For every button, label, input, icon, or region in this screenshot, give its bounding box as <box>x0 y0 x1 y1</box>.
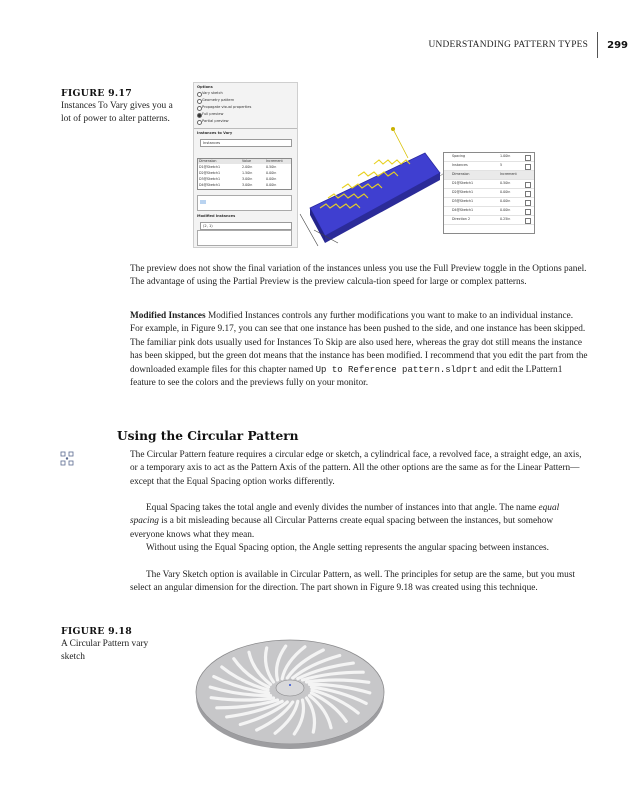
spin-box[interactable] <box>525 218 531 224</box>
cell: 0.00in <box>500 190 511 194</box>
options-section-title: Options <box>197 85 213 89</box>
cell: 0.00in <box>266 183 277 187</box>
cell: D4@Sketch1 <box>199 183 221 187</box>
running-header <box>428 36 628 54</box>
cell: D2@Sketch1 <box>199 171 221 175</box>
vary-instance-table[interactable] <box>443 152 535 234</box>
spin-box[interactable] <box>525 164 531 170</box>
table-row[interactable] <box>444 153 534 162</box>
instances-field-value: Instances <box>203 141 221 145</box>
table-row[interactable] <box>444 171 534 180</box>
modified-text-1: Modified Instances controls any further modifications you want to make to an individual instance. For example, in Figure 9.17, you can see that one instance has been pushed to the side, and one instance has been skipped. The familiar pink dots usually used for Instances To Skip are also used here, whereas the gray dot still means the instance has been skipped, but the green dot means that the instance has been modified. I recommend that you edit the part from the downloaded example files for this chapter named <box>130 311 588 375</box>
spin-box[interactable] <box>525 209 531 215</box>
cell: 0.00in <box>266 177 277 181</box>
col-value: Value <box>242 159 252 163</box>
cell: 0.25in <box>500 217 511 221</box>
selection-icon <box>200 200 206 204</box>
cell: Increment <box>500 172 517 176</box>
table-row[interactable] <box>444 207 534 216</box>
cell: 5 <box>500 163 503 167</box>
modified-text-2: and edit the LPattern1 feature to see the colors and the previews fully on your monitor. <box>130 364 563 389</box>
example-filename: Up to Reference pattern.sldprt <box>315 364 478 375</box>
cell: Instances <box>452 163 468 167</box>
option-partial-preview[interactable]: Partial preview <box>202 119 229 123</box>
table-row[interactable] <box>198 171 291 176</box>
table-row[interactable] <box>198 165 291 170</box>
page-number: 299 <box>607 39 628 51</box>
circular-paragraph-2 <box>130 502 588 542</box>
circular-pattern-icon <box>60 451 74 467</box>
paragraph-preview: The preview does not show the final variation of the instances unless you use the Full Preview toggle in the Options panel. The advantage of using the Partial Preview is the preview calcula-tion speed for large or complex patterns. <box>130 264 587 288</box>
cell: Dimension <box>452 172 470 176</box>
center-point <box>289 684 291 686</box>
figure-9-18-caption: A Circular Pattern vary sketch <box>61 639 149 662</box>
cell: D3@Sketch1 <box>199 177 221 181</box>
modified-list[interactable] <box>197 230 292 246</box>
option-propagate[interactable]: Propagate visual properties <box>202 105 252 109</box>
paragraph-modified-instances <box>130 310 588 390</box>
vary-dimensions-table[interactable] <box>197 158 292 190</box>
col-increment: Increment <box>266 159 283 163</box>
p2-text-b: is a bit misleading because all Circular Patterns create equal spacing between the instances, but somehow everyone knows what they mean. <box>130 516 554 540</box>
modified-instances-title[interactable]: Modified Instances <box>197 214 236 218</box>
cell: 0.00in <box>500 208 511 212</box>
plate-top-face <box>310 153 440 236</box>
circular-pattern-disk <box>190 628 390 750</box>
modified-field-value: (2, 1) <box>203 224 213 228</box>
table-row[interactable] <box>444 162 534 171</box>
figure-9-17-label: FIGURE 9.17 <box>61 88 132 99</box>
cell: 3.00in <box>242 177 253 181</box>
table-row[interactable] <box>444 216 534 225</box>
p2-emphasis: equal spacing <box>130 503 560 527</box>
cell: D1@Sketch1 <box>452 181 474 185</box>
table-row[interactable] <box>444 198 534 207</box>
col-dimension: Dimension <box>199 159 217 163</box>
cell: 0.50in <box>266 165 277 169</box>
table-row[interactable] <box>444 180 534 189</box>
table-row[interactable] <box>444 189 534 198</box>
direction-arrow <box>393 129 408 158</box>
instances-field[interactable] <box>200 139 292 147</box>
cell: 2.00in <box>242 165 253 169</box>
circular-paragraph-4: The Vary Sketch option is available in Circular Pattern, as well. The principles for setup are the same, but you must select an angular dimension for the direction. The part shown in Figure 9.18 was created using this technique. <box>130 570 576 594</box>
cell: 3.00in <box>242 183 253 187</box>
cell: 1.50in <box>242 171 253 175</box>
header-divider <box>597 32 598 58</box>
spin-box[interactable] <box>525 182 531 188</box>
spin-box[interactable] <box>525 200 531 206</box>
section-heading: Using the Circular Pattern <box>117 429 299 443</box>
option-vary-sketch[interactable]: Vary sketch <box>202 91 223 95</box>
cell: Direction 2 <box>452 217 471 221</box>
disk-hub <box>276 680 304 696</box>
running-title: UNDERSTANDING PATTERN TYPES <box>428 40 589 50</box>
cell: 0.00in <box>266 171 277 175</box>
term-modified-instances: Modified Instances <box>130 311 206 321</box>
cell: D3@Sketch1 <box>452 199 474 203</box>
table-row[interactable] <box>198 183 291 188</box>
selection-box[interactable] <box>197 195 292 211</box>
instances-to-vary-title[interactable]: Instances to Vary <box>197 131 233 135</box>
modified-field[interactable] <box>200 222 292 230</box>
cell: 0.50in <box>500 181 511 185</box>
cell: D1@Sketch1 <box>199 165 221 169</box>
spin-box[interactable] <box>525 191 531 197</box>
table-header <box>198 159 291 164</box>
cell: Spacing <box>452 154 466 158</box>
cell: D4@Sketch1 <box>452 208 474 212</box>
cell: D2@Sketch1 <box>452 190 474 194</box>
table-row[interactable] <box>198 177 291 182</box>
cell: 0.00in <box>500 199 511 203</box>
option-full-preview[interactable]: Full preview <box>202 112 224 116</box>
p2-text-a: Equal Spacing takes the total angle and evenly divides the number of instances into that angle. The name <box>146 503 537 513</box>
figure-9-17-caption: Instances To Vary gives you a lot of power to alter patterns. <box>61 101 173 124</box>
spin-box[interactable] <box>525 155 531 161</box>
cell: 1.00in <box>500 154 511 158</box>
circular-paragraph-3: Without using the Equal Spacing option, the Angle setting represents the angular spacing between instances. <box>146 543 549 553</box>
figure-9-18-label: FIGURE 9.18 <box>61 626 132 637</box>
circular-paragraph-1: The Circular Pattern feature requires a circular edge or sketch, a cylindrical face, a revolved face, a straight edge, an axis, or a temporary axis to act as the Pattern Axis of the pattern. All the other options are the same as for the Linear Pattern—except that the Equal Spacing option works differently. <box>130 450 582 487</box>
option-geometry-pattern[interactable]: Geometry pattern <box>202 98 235 102</box>
